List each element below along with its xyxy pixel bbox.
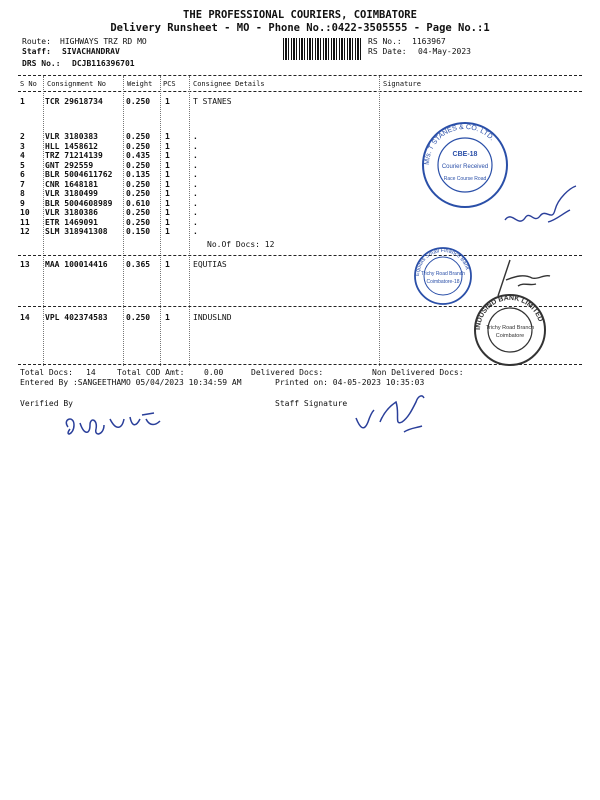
cell-consignment: MAA 100014416 <box>45 260 108 269</box>
staff-value: SIVACHANDRAV <box>62 47 120 56</box>
non-delivered-docs-label: Non Delivered Docs: <box>372 368 464 377</box>
svg-text:M/s. T STANES & CO. LTD. <box>424 124 495 165</box>
cell-weight: 0.250 <box>126 160 151 170</box>
cell-consignment: ETR 1469091 <box>45 217 98 227</box>
consignee-signature-2 <box>488 256 558 300</box>
col-consignment: Consignment No <box>47 80 107 88</box>
verifier-signature <box>60 405 170 445</box>
cell-consignee: T STANES <box>193 97 232 106</box>
sheet-title: Delivery Runsheet - MO - Phone No.:0422-3505555 - Page No.:1 <box>110 22 490 34</box>
stamp3-city: Coimbatore <box>495 333 525 339</box>
cell-consignment: GNT 292559 <box>45 160 94 170</box>
rs-no-value: 1163967 <box>412 37 446 46</box>
cell-sno: 1 <box>20 97 25 106</box>
cell-consignee: . <box>193 151 198 160</box>
stamp1-code: CBE-18 <box>452 151 478 158</box>
stamp2-arc-text: Equitas Small Finance Bank <box>414 247 471 277</box>
cell-weight: 0.135 <box>126 170 151 179</box>
cell-weight: 0.250 <box>126 141 151 151</box>
cell-consignment: BLR 5004611762 <box>45 170 113 179</box>
cell-weight: 0.250 <box>126 313 151 322</box>
cell-pcs: 1 <box>165 141 170 151</box>
cell-consignee: . <box>193 189 198 198</box>
cell-pcs: 1 <box>165 179 170 189</box>
cell-sno: 3 <box>20 141 25 151</box>
rs-no-label: RS No.: <box>368 37 402 46</box>
col-weight: Weight <box>127 80 153 88</box>
cell-consignee: . <box>193 160 198 170</box>
cell-pcs: 1 <box>165 313 170 322</box>
cell-weight: 0.250 <box>126 97 151 106</box>
cell-weight: 0.250 <box>126 217 151 227</box>
cell-consignment: BLR 5004608989 <box>45 198 113 208</box>
col-pcs: PCS <box>163 80 176 88</box>
cell-sno: 5 <box>20 160 25 170</box>
table-top-rule <box>18 75 582 76</box>
printed-on: Printed on: 04-05-2023 10:35:03 <box>275 378 425 387</box>
stamp2-branch: Trichy Road Branch <box>421 271 465 277</box>
cell-consignee: INDUSLND <box>193 313 232 322</box>
cell-consignee: EQUTIAS <box>193 260 227 269</box>
entered-by: Entered By :SANGEETHAMO 05/04/2023 10:34:59 AM <box>20 378 242 387</box>
drs-value: DCJB116396701 <box>72 59 135 68</box>
stamp3-branch: Trichy Road Branch <box>485 325 535 331</box>
table-row <box>0 170 600 180</box>
stamp1-road: Race Course Road <box>443 176 487 182</box>
delivered-docs-label: Delivered Docs: <box>251 368 324 377</box>
table-header-rule <box>18 91 582 92</box>
cell-consignment: TRZ 71214139 <box>45 151 103 160</box>
cell-weight: 0.250 <box>126 179 151 189</box>
cell-sno: 11 <box>20 217 30 227</box>
barcode <box>283 38 363 60</box>
cell-pcs: 1 <box>165 198 170 208</box>
cell-weight: 0.250 <box>126 132 151 141</box>
cell-pcs: 1 <box>165 170 170 179</box>
cell-pcs: 1 <box>165 151 170 160</box>
cell-pcs: 1 <box>165 160 170 170</box>
cell-weight: 0.365 <box>126 260 151 269</box>
cell-pcs: 1 <box>165 97 170 106</box>
cell-consignment: SLM 318941308 <box>45 227 108 236</box>
cell-pcs: 1 <box>165 132 170 141</box>
cell-pcs: 1 <box>165 217 170 227</box>
cell-sno: 12 <box>20 227 30 236</box>
cell-sno: 8 <box>20 189 25 198</box>
staff-signature-label: Staff Signature <box>275 399 348 408</box>
verified-by-label: Verified By <box>20 399 73 408</box>
stanes-courier-stamp <box>420 120 510 210</box>
equitas-bank-stamp <box>413 246 473 306</box>
table-row <box>0 132 600 142</box>
cell-sno: 9 <box>20 198 25 208</box>
stamp2-city: Coimbatore-18 <box>426 279 460 285</box>
stamp1-received: Courier Received <box>441 164 489 170</box>
cell-sno: 13 <box>20 260 30 269</box>
rs-date-value: 04-May-2023 <box>418 47 471 56</box>
cell-pcs: 1 <box>165 260 170 269</box>
group-doc-count: No.Of Docs: 12 <box>207 240 275 249</box>
stamp1-arc-text: M/s. T STANES & CO. LTD. <box>423 123 496 166</box>
cell-weight: 0.150 <box>126 227 151 236</box>
consignee-signature-1 <box>500 180 580 240</box>
table-row <box>0 97 600 107</box>
route-value: HIGHWAYS TRZ RD MO <box>60 37 147 46</box>
table-row <box>0 161 600 171</box>
rs-date-label: RS Date: <box>368 47 407 56</box>
total-cod-label: Total COD Amt: <box>117 368 185 377</box>
table-row <box>0 142 600 152</box>
staff-signature <box>350 392 430 442</box>
cell-consignee: . <box>193 170 198 179</box>
cell-weight: 0.610 <box>126 198 151 208</box>
cell-consignee: . <box>193 198 198 208</box>
cell-weight: 0.435 <box>126 151 151 160</box>
drs-label: DRS No.: <box>22 59 61 68</box>
cell-consignment: TCR 29618734 <box>45 97 103 106</box>
table-row <box>0 151 600 161</box>
cell-consignment: VLR 3180383 <box>45 132 98 141</box>
col-consignee: Consignee Details <box>193 80 265 88</box>
col-sno: S No <box>20 80 37 88</box>
cell-consignee: . <box>193 179 198 189</box>
staff-label: Staff: <box>22 47 51 56</box>
cell-consignee: . <box>193 227 198 236</box>
cell-consignment: VLR 3180499 <box>45 189 98 198</box>
cell-pcs: 1 <box>165 189 170 198</box>
cell-sno: 7 <box>20 179 25 189</box>
indusind-bank-stamp <box>472 292 548 368</box>
cell-weight: 0.250 <box>126 208 151 217</box>
cell-sno: 4 <box>20 151 25 160</box>
cell-consignee: . <box>193 141 198 151</box>
cell-sno: 14 <box>20 313 30 322</box>
cell-consignment: VLR 3180386 <box>45 208 98 217</box>
col-signature: Signature <box>383 80 421 88</box>
cell-consignee: . <box>193 208 198 217</box>
total-docs-value: 14 <box>86 368 96 377</box>
stamp3-arc-text: INDUSIND BANK LIMITED <box>474 294 544 331</box>
cell-consignee: . <box>193 132 198 141</box>
total-docs-label: Total Docs: <box>20 368 73 377</box>
total-cod-value: 0.00 <box>204 368 224 377</box>
cell-consignment: CNR 1648181 <box>45 179 98 189</box>
cell-sno: 6 <box>20 170 25 179</box>
cell-pcs: 1 <box>165 208 170 217</box>
cell-weight: 0.250 <box>126 189 151 198</box>
route-label: Route: <box>22 37 51 46</box>
cell-pcs: 1 <box>165 227 170 236</box>
cell-consignee: . <box>193 217 198 227</box>
cell-sno: 10 <box>20 208 30 217</box>
cell-consignment: HLL 1458612 <box>45 141 98 151</box>
company-name: THE PROFESSIONAL COURIERS, COIMBATORE <box>183 9 417 21</box>
cell-consignment: VPL 402374583 <box>45 313 108 322</box>
cell-sno: 2 <box>20 132 25 141</box>
